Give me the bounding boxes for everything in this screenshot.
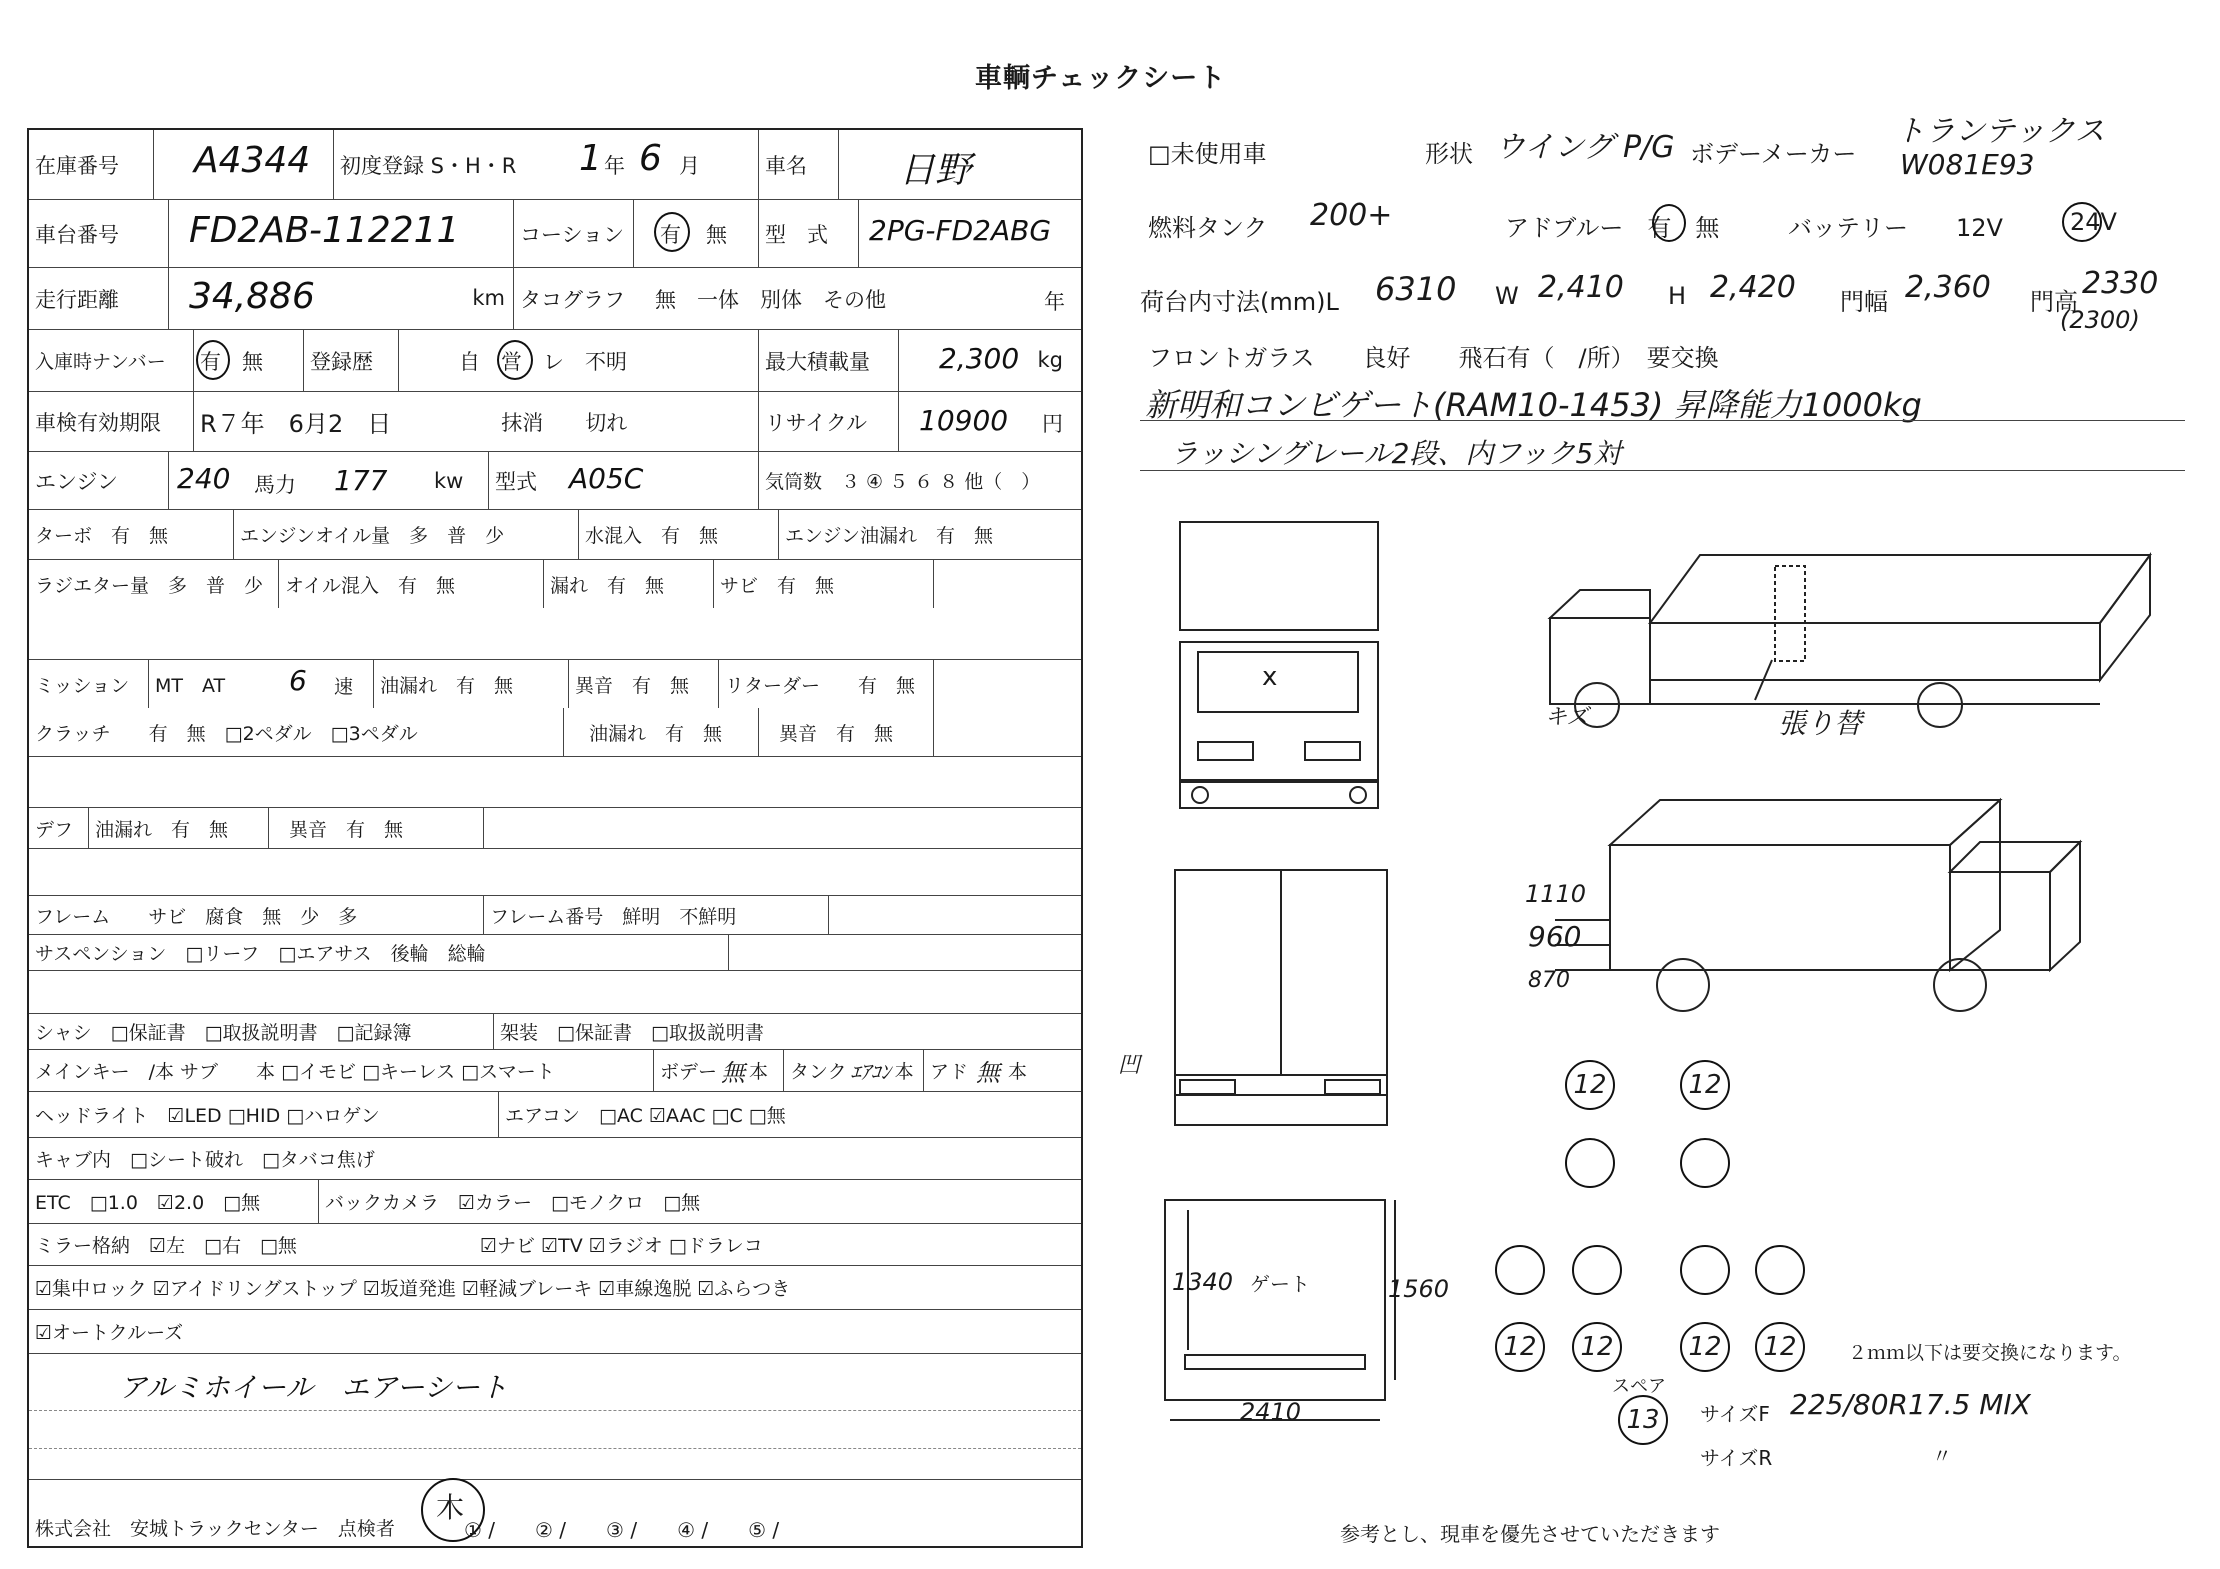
speed: 6 (289, 664, 307, 697)
sheet-title: 車輌チェックシート (975, 63, 1227, 94)
max-load-unit: kg (1037, 348, 1063, 372)
mirror: ミラー格納 ☑左 □右 □無 (35, 1235, 297, 1257)
top-view-roof (1180, 522, 1378, 630)
row-docs (29, 1014, 1081, 1050)
ad-key-unit: 本 (1008, 1061, 1028, 1083)
engine-label: エンジン (29, 452, 169, 509)
row-mirror (29, 1224, 1081, 1266)
inspector: 木 (436, 1491, 465, 1524)
ad-key-label: アド (930, 1061, 969, 1083)
row-plate (29, 330, 1081, 392)
cabin: キャブ内 □シート破れ □タバコ焦げ (35, 1149, 375, 1171)
scratch-label: キズ (1545, 705, 1589, 730)
clutch-leak: 油漏れ 有 無 (564, 708, 759, 756)
first-reg-label: 初度登録 S・H・R (340, 153, 517, 178)
mission-label: ミッション (29, 660, 149, 708)
diff: デフ (29, 808, 89, 848)
recycle-label: リサイクル (759, 392, 899, 451)
cargo-h: 2,420 (1710, 270, 1796, 305)
shape: ウイング P/G (1495, 130, 1675, 165)
engine-model-label: 型式 (495, 469, 537, 494)
row-clutch (29, 708, 1081, 756)
first-reg-year: 1 (579, 138, 602, 179)
tank-key-unit: 本 (894, 1061, 914, 1083)
row-blank-2 (29, 756, 1081, 808)
tyre-rear-outer-left-top (1495, 1245, 1545, 1295)
oil-mix: オイル混入 有 無 (279, 560, 544, 608)
first-reg-month: 6 (639, 138, 662, 179)
tyre-rear-outer-right-top (1755, 1245, 1805, 1295)
row-footer (29, 1480, 1081, 1548)
tank-key-val: ｴｱｺﾝ (850, 1060, 891, 1084)
oil-leak: エンジン油漏れ 有 無 (785, 525, 994, 547)
size-r: 〃 (1932, 1444, 1952, 1468)
gate-side: 1560 (1388, 1275, 1450, 1303)
sticker-label: 張り替 (1778, 707, 1863, 740)
car-name-label: 車名 (759, 130, 839, 199)
notes: アルミホイール エアーシート (119, 1371, 508, 1404)
w-label: W (1495, 282, 1519, 310)
plate-yes-circle (196, 340, 230, 380)
row-headlight (29, 1092, 1081, 1138)
etc: ETC □1.0 ☑2.0 □無 (29, 1180, 319, 1223)
model: 2PG-FD2ABG (869, 214, 1052, 247)
row-mission (29, 660, 1081, 708)
kw-unit: kw (434, 469, 464, 493)
front-mark: x (1262, 662, 1278, 692)
model-label: 型 式 (759, 200, 859, 267)
stock-no-label: 在庫番号 (29, 130, 154, 199)
leak: 漏れ 有 無 (544, 560, 714, 608)
adblue: アドブルー 有 無 (1505, 214, 1720, 242)
adblue-yes-circle (1652, 204, 1686, 242)
note-1: 新明和コンビゲート(RAM10-1453) 昇降能力1000kg (1145, 386, 1922, 424)
coating-yes: 有 (660, 222, 681, 247)
aircon: エアコン □AC ☑AAC □C □無 (505, 1105, 786, 1127)
size-f: 225/80R17.5 MIX (1790, 1388, 2031, 1421)
body-key-label: ボデー (660, 1061, 718, 1083)
company: 株式会社 安城トラックセンター 点検者 (35, 1518, 395, 1540)
row-cruise (29, 1310, 1081, 1354)
row-blank-4 (29, 970, 1081, 1014)
door-h: 2330 (2082, 266, 2159, 301)
coating-yes-circle (654, 212, 690, 252)
tyre-row2-left (1565, 1138, 1615, 1188)
reg-history-circle (497, 340, 533, 380)
clutch-noise: 異音 有 無 (759, 708, 934, 756)
inspection-label: 車検有効期限 (29, 392, 194, 451)
tyre-rear-inner-right-top (1680, 1245, 1730, 1295)
body-maker: トランテックス (1895, 114, 2105, 149)
tyre-front-right: 12 (1680, 1060, 1730, 1110)
row-frame (29, 896, 1081, 934)
windshield: フロントガラス 良好 飛石有（ /所） 要交換 (1148, 344, 1719, 372)
row-etc (29, 1180, 1081, 1224)
row-diff (29, 808, 1081, 848)
height-1: 1110 (1525, 880, 1587, 908)
diff-leak: 油漏れ 有 無 (89, 808, 269, 848)
row-blank-3 (29, 848, 1081, 896)
tyre-rear-outer-left: 12 (1495, 1322, 1545, 1372)
height-2: 960 (1528, 920, 1582, 953)
tyre-rear-inner-left: 12 (1572, 1322, 1622, 1372)
spare-label: スペア (1612, 1376, 1666, 1397)
speed-unit: 速 (334, 676, 354, 698)
tyre-rear-inner-right: 12 (1680, 1322, 1730, 1372)
stock-no: A4344 (194, 140, 311, 181)
tacho-year: 年 (1044, 290, 1065, 314)
battery: バッテリー 12V (1788, 214, 2003, 242)
oil-level: エンジンオイル量 多 普 少 (234, 510, 579, 559)
turbo: ターボ 有 無 (29, 510, 234, 559)
row-stock (29, 130, 1081, 200)
diff-noise: 異音 有 無 (269, 808, 484, 848)
rear-dent: 凹 (1118, 1053, 1141, 1078)
inspection: R７年 6月2 日 (200, 410, 392, 438)
row-suspension (29, 934, 1081, 970)
tyre-rear-outer-right: 12 (1755, 1322, 1805, 1372)
row-engine (29, 452, 1081, 510)
tyre-note: ２ｍｍ以下は要交換になります。 (1848, 1342, 2132, 1364)
reg-history-label: 登録歴 (304, 330, 399, 391)
year-unit: 年 (604, 154, 625, 178)
max-load-label: 最大積載量 (759, 330, 899, 391)
gate-label: ゲート (1250, 1272, 1310, 1296)
cylinders: 気筒数 ３ ④ ５ ６ ８ 他（ ） (765, 471, 1041, 493)
body-code: W081E93 (1900, 148, 2035, 181)
row-cabin (29, 1138, 1081, 1180)
fuel-label: 燃料タンク (1148, 214, 1268, 242)
door-h2: (2300) (2060, 306, 2140, 334)
recycle-unit: 円 (1042, 412, 1063, 436)
tacho-options: 無 一体 別体 その他 (655, 287, 886, 312)
clutch: クラッチ 有 無 □2ペダル □3ペダル (29, 708, 564, 756)
unused: □未使用車 (1148, 140, 1267, 168)
plate-opts: 有 無 (200, 349, 263, 374)
door-w: 2,360 (1905, 270, 1991, 305)
frame: フレーム サビ 腐食 無 少 多 (29, 896, 484, 934)
cargo-w: 2,410 (1538, 270, 1624, 305)
cargo-label: 荷台内寸法(mm)L (1140, 288, 1339, 316)
fuel: 200+ (1310, 198, 1393, 233)
row-notes (29, 1354, 1081, 1480)
row-keys (29, 1050, 1081, 1092)
battery-24-circle (2062, 202, 2102, 242)
ad-key-val: 無 (976, 1059, 1001, 1087)
month-unit: 月 (679, 154, 700, 178)
cruise: ☑オートクルーズ (35, 1322, 184, 1344)
size-f-label: サイズF (1700, 1402, 1770, 1426)
tyre-rear-inner-left-top (1572, 1245, 1622, 1295)
chassis-no-label: 車台番号 (29, 200, 169, 267)
tyre-front-left: 12 (1565, 1060, 1615, 1110)
suspension: サスペンション □リーフ □エアサス 後輪 総輪 (29, 935, 729, 970)
mission-leak: 油漏れ 有 無 (374, 660, 569, 708)
mission-noise: 異音 有 無 (569, 660, 719, 708)
options: ☑集中ロック ☑アイドリングストップ ☑坂道発進 ☑軽減ブレーキ ☑車線逸脱 ☑ふらつき (35, 1278, 791, 1300)
recycle: 10900 (919, 404, 1009, 437)
inspection-opts: 抹消 切れ (501, 410, 628, 435)
tank-key-label: タンク (790, 1061, 847, 1083)
row-blank-1 (29, 608, 1081, 660)
row-turbo (29, 510, 1081, 560)
shape-label: 形状 (1425, 140, 1473, 168)
mission: MT AT (155, 674, 226, 697)
water-mix: 水混入 有 無 (579, 510, 779, 559)
note-2: ラッシングレール2段、内フック5対 (1170, 437, 1622, 470)
chassis-no: FD2AB-112211 (189, 210, 460, 251)
tacho-label: タコグラフ (520, 287, 625, 312)
engine-kw: 177 (334, 464, 388, 497)
body-key-unit: 本 (749, 1061, 769, 1083)
hp-label: 馬力 (254, 473, 296, 497)
coating-no: 無 (706, 222, 727, 247)
mileage: 34,886 (189, 276, 315, 317)
engine-model: A05C (569, 462, 644, 495)
reg-history-opts: 自 営 レ 不明 (459, 349, 627, 374)
mileage-label: 走行距離 (29, 268, 169, 329)
body-docs: 架装 □保証書 □取扱説明書 (500, 1022, 764, 1044)
h-label: H (1668, 282, 1687, 310)
size-r-label: サイズR (1700, 1446, 1773, 1470)
tyre-spare: 13 (1618, 1395, 1668, 1445)
height-3: 870 (1528, 968, 1570, 993)
cargo-l: 6310 (1375, 270, 1457, 308)
headlight: ヘッドライト ☑LED □HID □ハロゲン (29, 1092, 499, 1137)
check-form (27, 128, 1083, 1548)
engine-ps: 240 (177, 462, 231, 495)
keys: メインキー /本 サブ 本 □イモビ □キーレス □スマート (29, 1050, 654, 1091)
footer-note: 参考とし、現車を優先させていただきます (1340, 1522, 1720, 1546)
gate-w: 2410 (1240, 1398, 1302, 1426)
row-chassis (29, 200, 1081, 268)
battery-24: 24V (2070, 208, 2117, 236)
body-key-val: 無 (721, 1059, 746, 1087)
body-maker-label: ボデーメーカー (1690, 140, 1857, 168)
frame-no: フレーム番号 鮮明 不鮮明 (484, 896, 829, 934)
rust: サビ 有 無 (714, 560, 934, 608)
tyre-row2-right (1680, 1138, 1730, 1188)
door-h-label: 門高 (2030, 288, 2078, 316)
vehicle-diagrams (1100, 500, 2210, 1440)
max-load: 2,300 (939, 342, 1020, 375)
camera: バックカメラ ☑カラー □モノクロ □無 (325, 1192, 701, 1214)
retarder: リターダー 有 無 (719, 660, 934, 708)
door-w-label: 門幅 (1840, 288, 1888, 316)
plate-label: 入庫時ナンバー (29, 330, 194, 391)
media: ☑ナビ ☑TV ☑ラジオ □ドラレコ (480, 1235, 763, 1257)
row-options (29, 1266, 1081, 1310)
row-mileage (29, 268, 1081, 330)
chassis-docs: シャシ □保証書 □取扱説明書 □記録簿 (29, 1014, 494, 1049)
car-name: 日野 (899, 150, 972, 191)
row-inspection (29, 392, 1081, 452)
gate-h: 1340 (1172, 1268, 1234, 1296)
coating-label: コーション (514, 200, 634, 267)
radiator: ラジエター量 多 普 少 (29, 560, 279, 608)
mileage-unit: km (472, 286, 505, 310)
row-radiator (29, 560, 1081, 608)
inspect-slots: ① / ② / ③ / ④ / ⑤ / (464, 1518, 780, 1542)
